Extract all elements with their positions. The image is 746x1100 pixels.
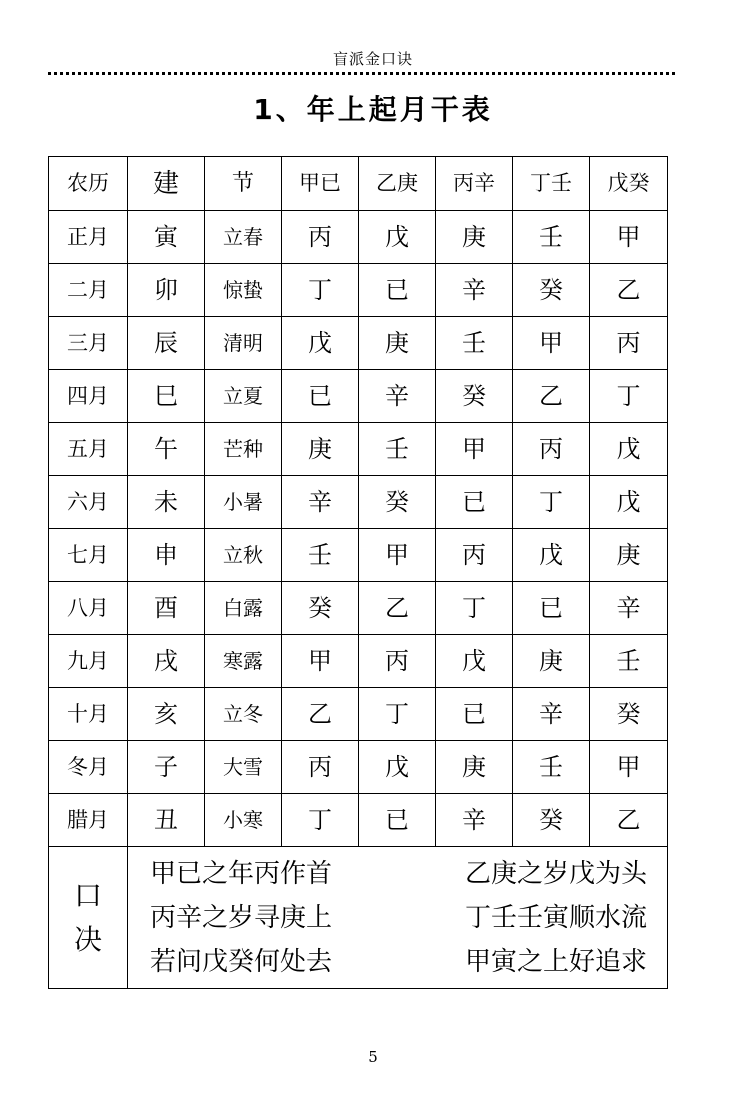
column-header-jia-ji: 甲已 xyxy=(282,157,359,211)
verse-line xyxy=(150,940,647,984)
branch-cell: 子 xyxy=(128,741,205,794)
stem-cell: 戊 xyxy=(590,476,668,529)
stem-cell: 丁 xyxy=(590,370,668,423)
table-row xyxy=(49,211,668,264)
stem-cell: 乙 xyxy=(359,582,436,635)
stem-cell: 已 xyxy=(436,688,513,741)
solar-term-cell: 清明 xyxy=(205,317,282,370)
stem-cell: 丁 xyxy=(282,264,359,317)
stem-cell: 丁 xyxy=(359,688,436,741)
table-row xyxy=(49,741,668,794)
stem-cell: 壬 xyxy=(513,741,590,794)
stem-cell: 癸 xyxy=(436,370,513,423)
table-row xyxy=(49,688,668,741)
table-row xyxy=(49,476,668,529)
stem-cell: 乙 xyxy=(513,370,590,423)
stem-cell: 甲 xyxy=(590,741,668,794)
stem-cell: 戊 xyxy=(436,635,513,688)
branch-cell: 巳 xyxy=(128,370,205,423)
mnemonic-label-char: 口 xyxy=(73,879,102,913)
month-cell: 七月 xyxy=(49,529,128,582)
branch-cell: 亥 xyxy=(128,688,205,741)
branch-cell: 戌 xyxy=(128,635,205,688)
stem-cell: 辛 xyxy=(436,794,513,847)
stem-cell: 癸 xyxy=(513,264,590,317)
header-dotted-rule xyxy=(48,72,675,75)
month-cell: 冬月 xyxy=(49,741,128,794)
table-row xyxy=(49,635,668,688)
stem-cell: 已 xyxy=(513,582,590,635)
stem-cell: 丙 xyxy=(282,211,359,264)
branch-cell: 寅 xyxy=(128,211,205,264)
table-header-row xyxy=(49,157,668,211)
stem-cell: 癸 xyxy=(359,476,436,529)
solar-term-cell: 大雪 xyxy=(205,741,282,794)
month-cell: 三月 xyxy=(49,317,128,370)
stem-cell: 庚 xyxy=(282,423,359,476)
stem-cell: 丁 xyxy=(436,582,513,635)
stem-cell: 丙 xyxy=(513,423,590,476)
stem-cell: 庚 xyxy=(359,317,436,370)
page-number: 5 xyxy=(368,1048,378,1066)
verse-right-phrase: 丁壬壬寅顺水流 xyxy=(464,902,647,933)
solar-term-cell: 小暑 xyxy=(205,476,282,529)
solar-term-cell: 小寒 xyxy=(205,794,282,847)
stem-cell: 戊 xyxy=(359,741,436,794)
month-cell: 九月 xyxy=(49,635,128,688)
verse-line xyxy=(150,852,647,896)
mnemonic-label-char: 决 xyxy=(73,922,102,956)
stem-cell: 丁 xyxy=(282,794,359,847)
running-header: 盲派金口诀 xyxy=(332,50,413,68)
solar-term-cell: 立冬 xyxy=(205,688,282,741)
month-cell: 十月 xyxy=(49,688,128,741)
month-cell: 腊月 xyxy=(49,794,128,847)
stem-cell: 丁 xyxy=(513,476,590,529)
solar-term-cell: 寒露 xyxy=(205,635,282,688)
month-cell: 二月 xyxy=(49,264,128,317)
stem-cell: 壬 xyxy=(282,529,359,582)
table-row xyxy=(49,317,668,370)
stem-cell: 乙 xyxy=(590,264,668,317)
stem-cell: 辛 xyxy=(436,264,513,317)
branch-cell: 未 xyxy=(128,476,205,529)
stem-cell: 壬 xyxy=(590,635,668,688)
table-row xyxy=(49,794,668,847)
solar-term-cell: 立秋 xyxy=(205,529,282,582)
stem-cell: 已 xyxy=(359,264,436,317)
verse-right-phrase: 甲寅之上好追求 xyxy=(464,946,647,977)
stem-cell: 甲 xyxy=(513,317,590,370)
stem-cell: 戊 xyxy=(513,529,590,582)
month-stem-table xyxy=(48,156,668,989)
stem-cell: 癸 xyxy=(282,582,359,635)
stem-cell: 壬 xyxy=(359,423,436,476)
verse-right-phrase: 乙庚之岁戊为头 xyxy=(464,858,647,889)
page-title: 1、年上起月干表 xyxy=(253,93,493,126)
stem-cell: 甲 xyxy=(436,423,513,476)
branch-cell: 午 xyxy=(128,423,205,476)
stem-cell: 丙 xyxy=(590,317,668,370)
solar-term-cell: 立夏 xyxy=(205,370,282,423)
stem-cell: 戊 xyxy=(590,423,668,476)
mnemonic-verse xyxy=(128,847,668,989)
branch-cell: 酉 xyxy=(128,582,205,635)
stem-cell: 乙 xyxy=(282,688,359,741)
table-row xyxy=(49,264,668,317)
table-row xyxy=(49,529,668,582)
stem-cell: 丙 xyxy=(436,529,513,582)
table-body xyxy=(49,157,668,989)
stem-cell: 甲 xyxy=(590,211,668,264)
stem-cell: 已 xyxy=(359,794,436,847)
table-row xyxy=(49,370,668,423)
table-row xyxy=(49,423,668,476)
column-header-yi-geng: 乙庚 xyxy=(359,157,436,211)
column-header-wu-gui: 戊癸 xyxy=(590,157,668,211)
stem-cell: 辛 xyxy=(513,688,590,741)
table-row xyxy=(49,582,668,635)
stem-cell: 辛 xyxy=(359,370,436,423)
stem-cell: 已 xyxy=(282,370,359,423)
stem-cell: 甲 xyxy=(359,529,436,582)
column-header-lunar-month: 农历 xyxy=(49,157,128,211)
stem-cell: 戊 xyxy=(359,211,436,264)
stem-cell: 已 xyxy=(436,476,513,529)
mnemonic-row xyxy=(49,847,668,989)
stem-cell: 癸 xyxy=(590,688,668,741)
verse-left-phrase: 丙辛之岁寻庚上 xyxy=(150,902,333,933)
verse-left-phrase: 甲已之年丙作首 xyxy=(150,858,333,889)
column-header-ding-ren: 丁壬 xyxy=(513,157,590,211)
column-header-solar-term: 节 xyxy=(205,157,282,211)
month-cell: 正月 xyxy=(49,211,128,264)
verse-line xyxy=(150,896,647,940)
month-cell: 四月 xyxy=(49,370,128,423)
stem-cell: 壬 xyxy=(513,211,590,264)
month-cell: 五月 xyxy=(49,423,128,476)
stem-cell: 丙 xyxy=(359,635,436,688)
stem-cell: 乙 xyxy=(590,794,668,847)
mnemonic-label xyxy=(49,847,128,989)
solar-term-cell: 白露 xyxy=(205,582,282,635)
column-header-bing-xin: 丙辛 xyxy=(436,157,513,211)
stem-cell: 庚 xyxy=(513,635,590,688)
branch-cell: 卯 xyxy=(128,264,205,317)
branch-cell: 申 xyxy=(128,529,205,582)
stem-cell: 庚 xyxy=(590,529,668,582)
stem-cell: 戊 xyxy=(282,317,359,370)
stem-cell: 辛 xyxy=(282,476,359,529)
stem-cell: 丙 xyxy=(282,741,359,794)
stem-cell: 甲 xyxy=(282,635,359,688)
stem-cell: 壬 xyxy=(436,317,513,370)
stem-cell: 庚 xyxy=(436,211,513,264)
month-cell: 六月 xyxy=(49,476,128,529)
solar-term-cell: 立春 xyxy=(205,211,282,264)
stem-cell: 辛 xyxy=(590,582,668,635)
branch-cell: 辰 xyxy=(128,317,205,370)
month-cell: 八月 xyxy=(49,582,128,635)
column-header-branch: 建 xyxy=(128,157,205,211)
solar-term-cell: 惊蛰 xyxy=(205,264,282,317)
stem-cell: 庚 xyxy=(436,741,513,794)
branch-cell: 丑 xyxy=(128,794,205,847)
verse-left-phrase: 若问戊癸何处去 xyxy=(150,946,333,977)
solar-term-cell: 芒种 xyxy=(205,423,282,476)
stem-cell: 癸 xyxy=(513,794,590,847)
